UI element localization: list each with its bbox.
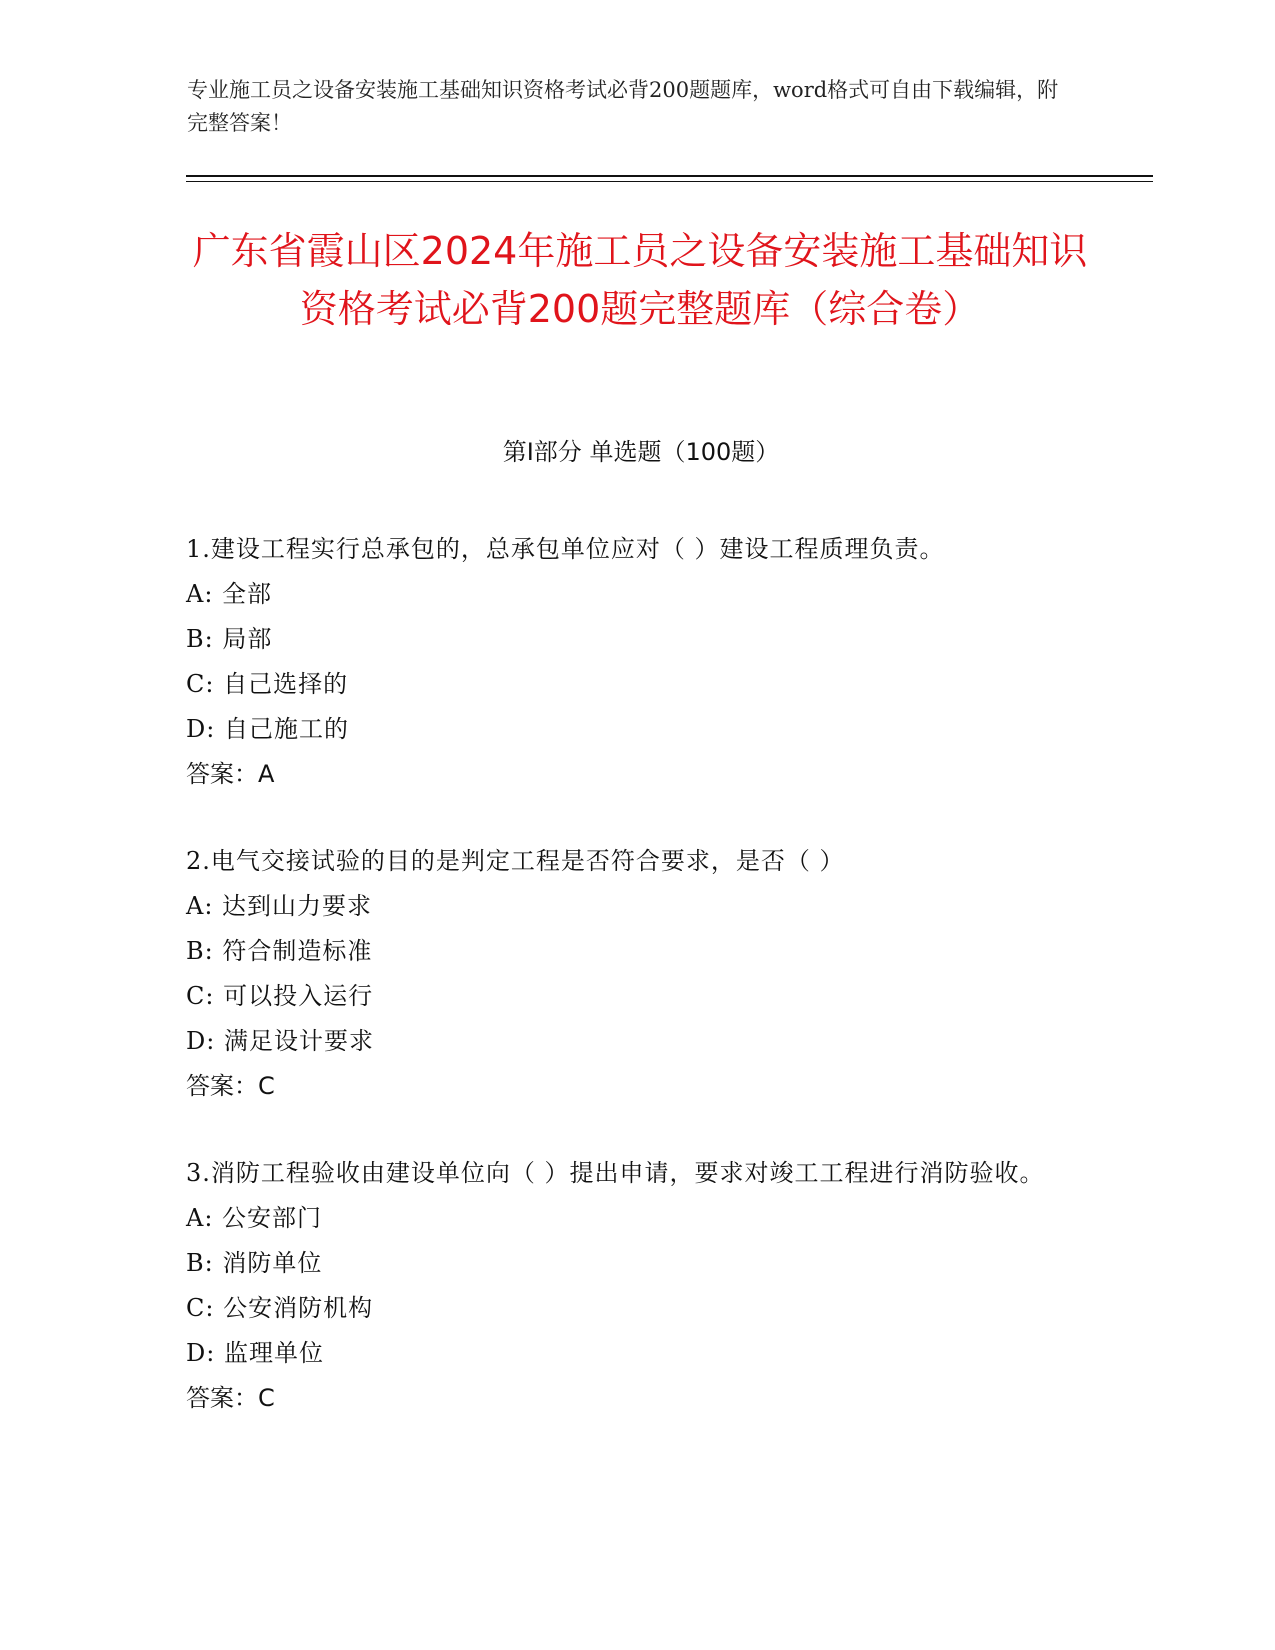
document-title: 广东省霞山区2024年施工员之设备安装施工基础知识资格考试必背200题完整题库（综合卷） <box>192 229 1088 331</box>
question-stem: 2.电气交接试验的目的是判定工程是否符合要求，是否（ ） <box>186 847 845 875</box>
option-c: C: 公安消防机构 <box>186 1294 374 1322</box>
question-stem: 3.消防工程验收由建设单位向（ ）提出申请，要求对竣工工程进行消防验收。 <box>186 1159 1045 1187</box>
question-2 <box>186 839 1086 1109</box>
question-stem: 1.建设工程实行总承包的，总承包单位应对（ ）建设工程质理负责。 <box>186 535 945 563</box>
option-b: B: 消防单位 <box>186 1249 323 1277</box>
answer-text: 答案：C <box>186 1072 275 1100</box>
header-note: 专业施工员之设备安装施工基础知识资格考试必背200题题库，word格式可自由下载编辑，附完整答案！ <box>187 78 1059 135</box>
option-a: A: 公安部门 <box>186 1204 323 1232</box>
answer-text: 答案：C <box>186 1384 275 1412</box>
question-3 <box>186 1151 1086 1421</box>
option-c: C: 自己选择的 <box>186 670 349 698</box>
option-b: B: 符合制造标准 <box>186 937 373 965</box>
option-a: A: 达到山力要求 <box>186 892 373 920</box>
option-c: C: 可以投入运行 <box>186 982 374 1010</box>
option-d: D: 监理单位 <box>186 1339 324 1367</box>
answer-text: 答案：A <box>186 760 275 788</box>
header-rule-thin <box>186 181 1153 182</box>
question-1 <box>186 527 1086 797</box>
option-d: D: 自己施工的 <box>186 715 349 743</box>
question-list <box>186 527 1086 1463</box>
header-rule-thick <box>186 175 1153 177</box>
option-a: A: 全部 <box>186 580 273 608</box>
option-b: B: 局部 <box>186 625 273 653</box>
section-heading: 第Ⅰ部分 单选题（100题） <box>502 438 780 466</box>
option-d: D: 满足设计要求 <box>186 1027 374 1055</box>
